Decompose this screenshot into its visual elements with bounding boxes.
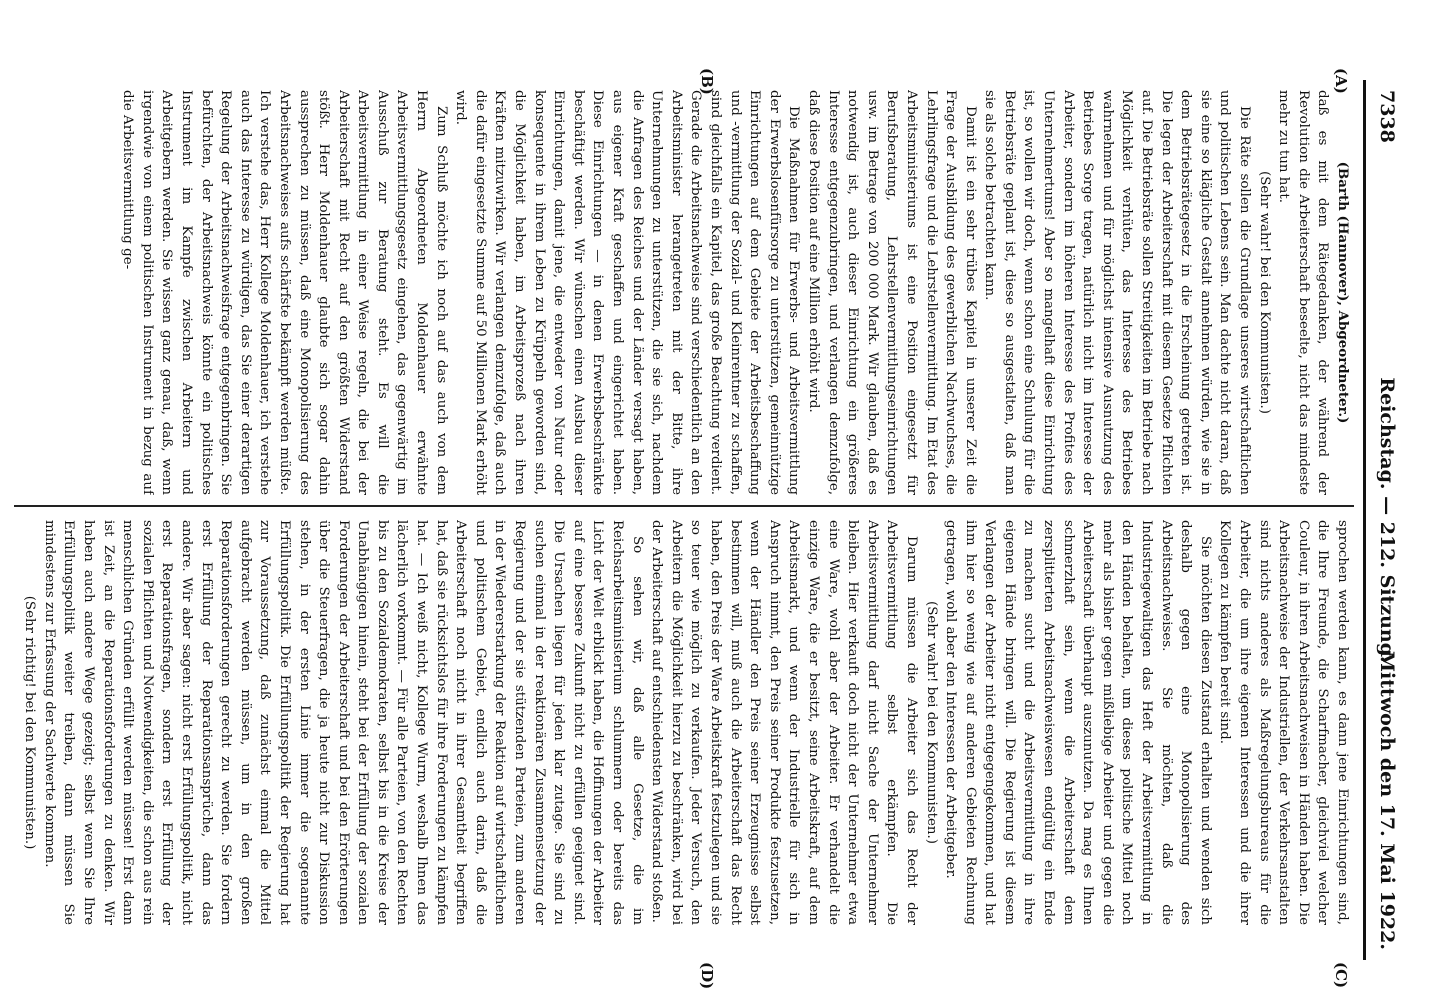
paragraph: sprochen werden kann, es dann jene Einrichtungen sind, die Ihre Freunde, die Scharfmacher, gleichviel welcher Couleur, in ihren Arbeitsnachweisen in Händen haben. Die Arbeitsnachweise der Industriellen, der Verkehrsanstalten sind nichts anderes als Maßregelungsbureaus für die Arbeiter, die um ihre eigenen Interessen und die ihrer Kollegen zu kämpfen bereit sind. xyxy=(1217,520,1350,925)
margin-marker-c: (C) xyxy=(1332,962,1350,989)
paragraph: Sie möchten diesen Zustand erhalten und wenden sich deshalb gegen eine Monopolisierung des Arbeitsnachweises. Sie möchten, daß die Industriegewaltigen das Heft der Arbeitsvermittlung in den Händen behalten, um dieses politische Mittel noch mehr als bisher gegen mißliebige Arbeiter und gegen die Arbeiterschaft überhaupt auszunutzen. Da mag es Ihnen schmerzhaft sein, wenn die Arbeiterschaft dem zersplitterten Arbeitsnachweiswesen endgültig ein Ende zu machen sucht und die Arbeitsvermittlung in ihre eigenen Hände bringen will. Die Regierung ist diesem Verlangen der Arbeiter nicht entgegengekommen, und hat ihm hier so wenig wie auf anderen Gebieten Rechnung getragen, wohl aber den Interessen der Arbeitgeber. xyxy=(943,520,1213,925)
page-title: Reichstag. — 212. Sitzung. xyxy=(1376,377,1398,663)
right-column xyxy=(22,520,1352,925)
interjection: (Sehr wahr! bei den Kommunisten.) xyxy=(923,600,939,845)
column-divider xyxy=(14,505,1354,507)
paragraph: Die Maßnahmen für Erwerbs- und Arbeitsvermittlung der Erwerbslosenfürsorge zu unterstützen, gemeinnützige Einrichtungen auf dem Gebiete der Arbeitsbeschaffung und -vermittlung der Sozial- und Kleinrentner zu schaffen, sind gleichfalls ein Kapitel, das große Beachtung verdient. Gerade die Arbeitsnachweise sind verschiedentlich an den Arbeitsminister herangetreten mit der Bitte, ihre Unternehmungen zu unterstützen, die sie sich, nachdem die Anfragen des Reiches und der Länder versagt haben, aus eigener Kraft geschaffen und eingerichtet haben. Diese Einrichtungen — in denen Erwerbsbeschränkte beschäftigt werden. Wir wünschen einen Ausbau dieser Einrichtungen, damit jene, die entweder von Natur oder konsequente in ihrem Leben zu Krüppeln geworden sind, die Möglichkeit haben, im Arbeitsprozeß nach ihren Kräften mitzuwirken. Wir verlangen demzufolge, daß auch die dafür eingesetzte Summe auf 50 Millionen Mark erhöht wird. xyxy=(453,90,802,495)
margin-marker-d: (D) xyxy=(698,962,716,990)
paragraph: Darum müssen die Arbeiter sich das Recht der Arbeitsvermittlung selbst erkämpfen. Die Arbeitsvermittlung darf nicht Sache der Unternehmer bleiben. Hier verkauft doch nicht der Unternehmer etwa eine Ware, wohl aber der Arbeiter. Er verhandelt die einzige Ware, die er besitzt, seine Arbeitskraft, auf dem Arbeitsmarkt, und wenn der Industrielle für sich in Anspruch nimmt, den Preis seiner Produkte festzusetzen, wenn der Händler den Preis seiner Erzeugnisse selbst bestimmen will, muß auch die Arbeiterschaft das Recht haben, den Preis der Ware Arbeitskraft festzulegen und sie so teuer wie möglich zu verkaufen. Jeder Versuch, den Arbeitern die Möglichkeit hierzu zu beschränken, wird bei der Arbeiterschaft auf entschiedensten Widerstand stoßen. xyxy=(649,520,919,925)
margin-marker-b: (B) xyxy=(698,68,716,95)
header-rule xyxy=(1363,80,1366,960)
page-number: 7338 xyxy=(1376,90,1398,143)
paragraph: Die Räte sollen die Grundlage unseres wirtschaftlichen und politischen Lebens sein. Man dachte nicht daran, daß sie eine so klägliche Gestalt annehmen würden, wie sie in dem Betriebsrätegesetz in die Erscheinung getreten ist. Die legen der Arbeiterschaft mit diesem Gesetze Pflichten auf. Die Betriebsräte sollen Streitigkeiten im Betriebe nach Möglichkeit verhüten, das Interesse des Betriebes wahrnehmen und für möglichst intensive Ausnutzung des Betriebes Sorge tragen, natürlich nicht im Interesse der Arbeiter, sondern im höheren Interesse des Profites des Unternehmertums! Aber so mangelhaft diese Einrichtung ist, so wollen wir doch, wenn schon eine Schulung für die Betriebsräte geplant ist, diese so ausgestalten, daß man sie als solche betrachten kann. xyxy=(982,90,1253,495)
page-date: Mittwoch den 17. Mai 1922. xyxy=(1376,651,1398,950)
margin-marker-a: (A) xyxy=(1332,68,1350,94)
page-header xyxy=(1364,90,1404,950)
paragraph: daß es mit dem Rätegedanken, der während der Revolution die Arbeiterschaft beseelte, nicht das mindeste mehr zu tun hat. xyxy=(1276,90,1331,495)
interjection: (Sehr richtig! bei den Kommunisten.) xyxy=(22,595,38,850)
paragraph: Damit ist ein sehr trübes Kapitel in unserer Zeit die Frage der Ausbildung des gewerblichen Nachwuchses, die Lehrlingsfrage und die Lehrstellenvermittlung. Im Etat des Arbeitsministeriums ist eine Position eingesetzt für Berufsberatung, Lehrstellenvermittlungseinrichtungen usw. im Betrage von 200 000 Mark. Wir glauben, daß es notwendig ist, auch dieser Einrichtung ein größeres Interesse entgegenzubringen, und verlangen demzufolge, daß diese Position auf eine Million erhöht wird. xyxy=(805,90,978,495)
left-column xyxy=(22,90,1352,495)
paragraph: Zum Schluß möchte ich noch auf das auch von dem Herrn Abgeordneten Moldenhauer erwähnte Arbeitsvermittlungsgesetz eingehen, das gegenwärtig im Ausschuß zur Beratung steht. Es will die Arbeitsvermittlung in einer Weise regeln, die bei der Arbeiterschaft mit Recht auf den größten Widerstand stößt. Herr Moldenhauer glaubte sich sogar dahin aussprechen zu müssen, daß eine Monopolisierung des Arbeitsnachweises aufs schärfste bekämpft werden müßte. Ich verstehe das, Herr Kollege Moldenhauer, ich verstehe auch das Interesse zu würdigen, das Sie einer derartigen Regelung der Arbeitsnachweisfrage entgegenbringen. Sie befürchten, der Arbeitsnachweis könnte ein politisches Instrument im Kampfe zwischen Arbeitern und Arbeitgebern werden. Sie wissen ganz genau, daß, wenn irgendwie von einem politischen Instrument in bezug auf die Arbeitsvermittlung ge- xyxy=(120,90,449,495)
speaker-line: (Barth (Hannover), Abgeordneter.) xyxy=(1335,161,1351,424)
interjection: (Sehr wahr! bei den Kommunisten.) xyxy=(1256,170,1272,415)
paragraph: So sehen wir, daß alle Gesetze, die im Reichsarbeitsministerium schlummern oder bereits das Licht der Welt erblickt haben, die Hoffnungen der Arbeiter auf eine bessere Zukunft nicht zu erfüllen geeignet sind. Die Ursachen liegen für jeden klar zutage. Sie sind zu suchen einmal in der reaktionären Zusammensetzung der Regierung und der sie stützenden Parteien, zum anderen in der Wiedererstarkung der Reaktion auf wirtschaftlichem und politischem Gebiet, endlich auch darin, daß die Arbeiterschaft noch nicht in ihrer Gesamtheit begriffen hat, daß sie rücksichtslos für ihre Forderungen zu kämpfen hat. — Ich weiß nicht, Kollege Wurm, weshalb Ihnen das lächerlich vorkommt. — Für alle Parteien, von den Rechten bis zu den Sozialdemokraten, selbst bis in die Kreise der Unabhängigen hinein, steht bei der Erfüllung der sozialen Forderungen der Arbeiterschaft und bei den Erörterungen über die Steuerfragen, die ja heute nicht zur Diskussion stehen, in der ersten Linie immer die sogenannte Erfüllungspolitik. Die Erfüllungspolitik der Regierung hat zur Voraussetzung, daß zunächst einmal die Mittel aufgebracht werden müssen, um in den großen Reparationsforderungen gerecht zu werden. Sie fordern erst Erfüllung der Reparationsansprüche, dann das andere. Wir aber sagen: nicht erst Erfüllungspolitik, nicht erst Reparationsfragen, sondern erst Erfüllung der sozialen Pflichten und Notwendigkeiten, die schon aus rein menschlichen Gründen erfüllt werden müssen! Erst dann ist Zeit, an die Reparationsforderungen zu denken. Wir haben auch andere Wege gezeigt; selbst wenn Sie Ihre Erfüllungspolitik weiter treiben, dann müssen Sie mindestens zur Erfassung der Sachwerte kommen. xyxy=(41,520,645,925)
